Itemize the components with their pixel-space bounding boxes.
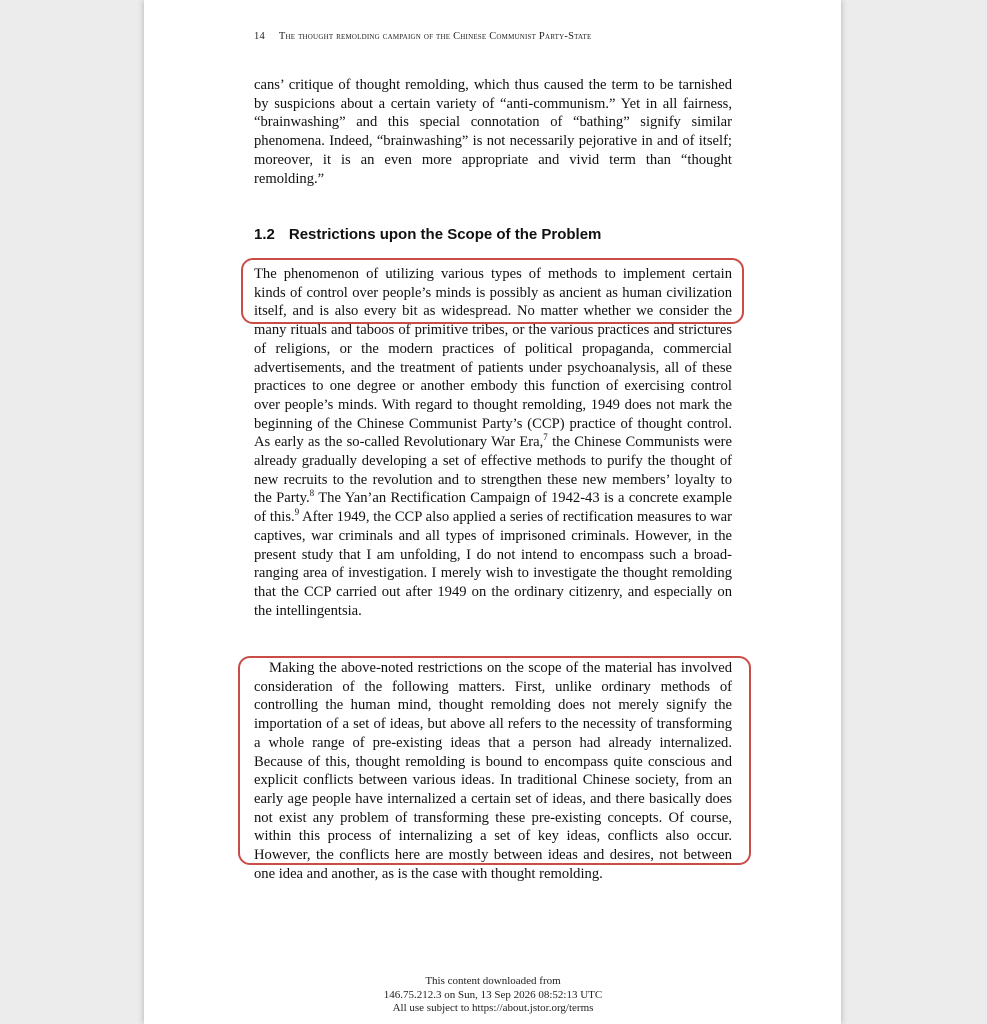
document-page xyxy=(144,0,841,1024)
footnote-ref-8[interactable]: 8 xyxy=(309,488,315,499)
paragraph-scope-text-c: The Yan’an Rectification Campaign of 1942-43 is a concrete example of this. xyxy=(254,490,733,526)
paragraph-scope-text-b: the Chinese Communists were already gradually developing a set of effective methods to purify the thought of new recruits to the revolution and to strengthen these new members’ loyalty to the Party. xyxy=(254,434,733,507)
paragraph-considerations: Making the above-noted restrictions on the scope of the material has involved consideration of the following matters. First, unlike ordinary methods of controlling the human mind, thought remolding does not merely signify the importation of a set of ideas, but above all refers to the necessity of transforming a whole range of pre-existing ideas that a person had already internalized. Because of this, thought remolding is bound to encompass quite conscious and explicit conflicts between various ideas. In traditional Chinese society, from an early age people have internalized a certain set of ideas, and there basically does not exist any problem of transforming these pre-existing concepts. Of course, within this process of internalizing a set of key ideas, conflicts also occur. However, the conflicts here are mostly between ideas and desires, not between one idea and another, as is the case with thought remolding. xyxy=(254,660,732,882)
paragraph-scope xyxy=(254,265,732,620)
running-title: The thought remolding campaign of the Chinese Communist Party-State xyxy=(278,31,592,42)
download-notice-line-2: 146.75.212.3 on Sun, 13 Sep 2026 08:52:13 UTC xyxy=(383,988,603,1001)
footnote-ref-7[interactable]: 7 xyxy=(543,432,548,443)
download-notice-line-3: All use subject to https://about.jstor.org/terms xyxy=(392,1002,594,1014)
running-header xyxy=(254,31,732,42)
paragraph-scope-text-d: After 1949, the CCP also applied a series of rectification measures to war captives, war criminals and all types of imprisoned criminals. However, in the present study that I am unfolding, I do not intend to encompass such a broad-ranging area of investigation. I merely wish to investigate the thought remolding that the CCP carried out after 1949 on the ordinary citizenry, and especially on the intellingentsia. xyxy=(254,509,732,619)
section-number: 1.2 xyxy=(254,226,275,243)
paragraph-scope-text-a: The phenomenon of utilizing various types of methods to implement certain kinds of control over people’s minds is possibly as ancient as human civilization itself, and is also every bit as widespread. No matter whether we consider the many rituals and taboos of primitive tribes, or the various practices and strictures of religions, or the modern practices of political propaganda, commercial advertisements, and the treatment of patients under psychoanalysis, all of these practices to one degree or another embody this function of exercising control over people’s minds. With regard to thought remolding, 1949 does not mark the beginning of the Chinese Communist Party’s (CCP) practice of thought control. As early as the so-called Revolutionary War Era, xyxy=(254,266,732,451)
download-notice-line-1: This content downloaded from xyxy=(425,975,561,987)
footnote-ref-9[interactable]: 9 xyxy=(294,507,300,518)
download-notice xyxy=(254,975,732,1016)
section-title: Restrictions upon the Scope of the Problem xyxy=(288,226,602,243)
paragraph-continued: cans’ critique of thought remolding, which thus caused the term to be tarnished by suspicions about a certain variety of “anti-communism.” Yet in all fairness, “brainwashing” and this special connotation of “bathing” signify similar phenomena. Indeed, “brainwashing” is not necessarily pejorative in and of itself; moreover, it is an even more appropriate and vivid term than “thought remolding.” xyxy=(254,77,732,187)
section-heading xyxy=(254,226,732,243)
page-number: 14 xyxy=(254,31,265,42)
